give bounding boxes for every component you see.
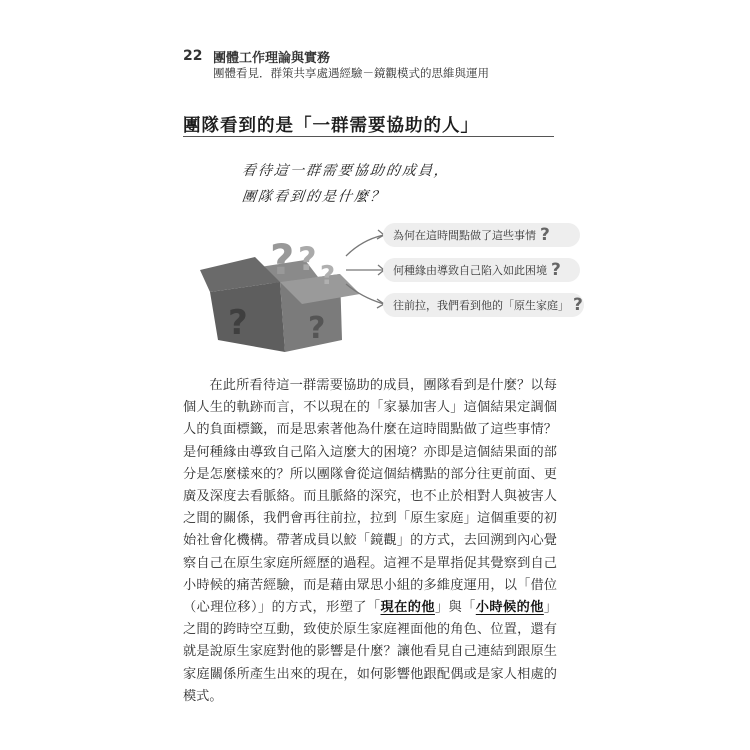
svg-text:?: ?	[320, 261, 336, 291]
body-paragraph	[183, 375, 557, 708]
body-text-part: 在此所看待這一群需要協助的成員，團隊看到是什麼？以每個人生的軌跡而言，不以現在的「家暴加害人」這個結果定調個人的負面標籤，而是思索著他為什麼在這時間點做了這些事情？是何種緣由導致自己陷入這麼大的困境？亦即是這個結果面的部分是怎麼樣來的？所以團隊會從這個結構點的部分往更前面、更廣及深度去看脈絡。而且脈絡的深究，也不止於相對人與被害人之間的關係，我們會再往前拉，拉到「原生家庭」這個重要的初始社會化機構。帶著成員以鮫「鏡觀」的方式，去回溯到內心覺察自己在原生家庭所經歷的過程。這裡不是單指促其覺察到自己小時候的痛苦經驗，而是藉由眾思小組的多維度運用，以「借位（心理位移）」的方式，形塑了「	[183, 378, 557, 616]
highlight-childhood-self: 小時候的他	[475, 600, 544, 616]
highlight-present-self: 現在的他	[380, 600, 435, 616]
book-subtitle: 團體看見．群策共享處遇經驗－鏡觀模式的思維與運用	[213, 66, 489, 80]
question-mark: ?	[551, 260, 561, 280]
body-text-part: 」之間的跨時空互動，致使於原生家庭裡面他的角色、位置，還有就是說原生家庭對他的影響是什麼？讓他看見自己連結到跟原生家庭關係所產生出來的現在，如何影響他跟配偶或是家人相處的模式。	[183, 600, 558, 704]
section-title: 團隊看到的是「一群需要協助的人」	[183, 116, 479, 136]
svg-text:?: ?	[270, 235, 295, 284]
question-mark: ?	[540, 225, 550, 245]
book-title: 團體工作理論與實務	[213, 51, 331, 66]
question-bubble	[383, 293, 584, 317]
question-bubble-text: 往前拉，我們看到他的「原生家庭」	[393, 299, 569, 312]
question-bubble	[383, 223, 580, 247]
svg-text:?: ?	[228, 303, 248, 343]
question-mark: ?	[573, 295, 583, 315]
svg-text:?: ?	[298, 240, 317, 278]
page-number: 22	[183, 48, 203, 64]
handwritten-line-1: 看待這一群需要協助的成員，	[241, 163, 451, 179]
body-text-part: 」與「	[434, 600, 476, 616]
question-bubble	[383, 258, 580, 282]
body-text	[183, 375, 557, 708]
question-bubble-text: 何種緣由導致自己陷入如此困境	[393, 264, 547, 277]
svg-text:?: ?	[308, 311, 326, 346]
handwritten-line-2: 團隊看到的是什麼？	[241, 189, 387, 205]
title-divider	[183, 136, 554, 137]
question-bubble-text: 為何在這時間點做了這些事情	[393, 229, 536, 242]
